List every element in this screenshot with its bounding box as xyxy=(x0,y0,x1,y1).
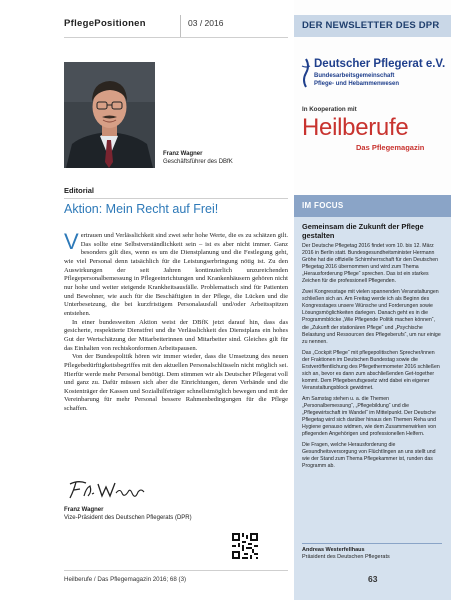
focus-paragraph: Das „Cockpit Pflege“ mit pflegepolitischen Sprecher/innen der Fraktionen im Deutschen Bundestag sowie die Erstveröffentlichung des Pflegethermometer 2016 schließen sich an, bevor es dann zum abschließenden Get-together kommt. Dem Pflegeberufsgesetz wird dabei ein eigener Veranstaltungsblock gewidmet. xyxy=(302,349,440,391)
dpr-name: Deutscher Pflegerat e.V. xyxy=(314,58,446,70)
focus-title: Gemeinsam die Zukunft der Pflege gestalten xyxy=(302,222,424,240)
focus-paragraph: Der Deutsche Pflegetag 2016 findet vom 10. bis 12. März 2016 in Berlin statt. Bundesgesundheitsminister Hermann Gröhe hat die offizielle Schirmherrschaft für den Deutschen Pflegetag 2016 übernommen und wird zum Thema „Herausforderung Pflege“ sprechen. Das ist ein starkes Zeichen für die professionell Pflegenden. xyxy=(302,243,439,285)
photo-caption xyxy=(163,150,233,166)
dpr-logo xyxy=(300,58,450,98)
focus-paragraph: Zwei Kongresstage mit vielen spannenden Veranstaltungen schließen sich an. Am Freitag werde ich als Beginn des Kongresstages unsere Wünsche und Forderungen sowie Lösungsmöglichkeiten darlegen. Danach geht es in die Programmblöcke „Wie Pflegende Politik machen können“, die „Zukunft der stationären Pflege“ und „Psychische Belastung und Ressourcen des Pflegeberufs“, um nur einige zu nennen. xyxy=(302,289,441,345)
heilberufe-logo: Heilberufe xyxy=(302,114,409,141)
page-number: 63 xyxy=(368,574,378,584)
article-paragraph xyxy=(64,229,288,319)
issue-number: 03 / 2016 xyxy=(188,18,224,28)
dpr-emblem-icon xyxy=(300,58,312,88)
focus-banner xyxy=(294,195,451,217)
paragraph-text: ertrauen und Verlässlichkeit sind zwei sehr hohe Werte, die es zu schätzen gilt. Das sollte eine Selbstverständlichkeit sein – ist es aber nicht immer. Ganz besonders gilt dies, wenn es um die Dienstplanung und die Festlegung geht, wie viel Personal denn tatsächlich für die Leistungserbringung nötig ist. Zu den Auswirkungen der seit Jahren kontinuierlich unzureichenden Pflegepersonalbemessung in Pflegeeinrichtungen und Krankenhäusern gehören nicht nur hohe und weiter steigende Krankheitsausfälle. Problematisch sind für Patienten und Bewohner, wie auch für die Beschäftigten in der Pflege, die Lücken und die Unterbesetzung, die bei kurzfristigem Personalausfall und/oder Arbeitsspitzen entstehen. xyxy=(64,232,288,317)
focus-article xyxy=(302,222,442,474)
article-body xyxy=(64,229,288,414)
caption-name: Franz Wagner xyxy=(163,151,203,157)
article-paragraph: In einer bundesweiten Aktion weist der DBfK jetzt darauf hin, dass das gesicherte, respektierte Dienstfrei und die Verlässlichkeit des Dienstplans ein hohes Gut der Wertschätzung der Mitarbeiterinnen und Mitarbeiter sind. Gleiches gilt für das Einhalten von rechtskonformen Arbeitspausen. xyxy=(64,318,288,352)
newsletter-title: DER NEWSLETTER DES DPR xyxy=(302,20,440,31)
page-header xyxy=(64,15,288,38)
footer-divider xyxy=(64,570,288,571)
newsletter-banner xyxy=(294,15,451,37)
author-photo xyxy=(64,62,155,168)
drop-cap: V xyxy=(64,229,79,254)
cooperation-label: In Kooperation mit xyxy=(302,106,357,113)
focus-paragraph: Die Fragen, welche Herausforderung die Gesundheitsversorgung von Flüchtlingen an uns stellt und wie der Stand zum Thema Pflegekammer ist, runden das Programm ab. xyxy=(302,442,436,470)
focus-label: IM FOCUS xyxy=(302,201,344,210)
signer-name: Franz Wagner xyxy=(64,507,104,513)
footer-citation: Heilberufe / Das Pflegemagazin 2016; 68 (3) xyxy=(64,576,187,583)
signer-block xyxy=(64,506,192,522)
sidebar-divider xyxy=(302,543,442,544)
article-paragraph: Von der Bundespolitik hören wir immer wieder, dass die Umsetzung des neuen Pflegebedürftigkeitsbegriffes mit den aktuellen Personalschlüsseln nicht möglich sei. Hierfür werde mehr Personal benötigt. Dem stimmen wir als Deutscher Pflegerat voll und ganz zu. Dafür müssen sich aber die Einrichtungen, deren Verbände und die Kostenträger der Kassen und Sozialhilfeträger schnellstmöglich bewegen und mit der Vereinbarung für mehr Personal bessere Rahmenbedingungen für die Pflege schaffen. xyxy=(64,353,288,413)
focus-author-name: Andreas Westerfellhaus xyxy=(302,547,365,553)
qr-code[interactable] xyxy=(232,533,258,559)
dpr-subtitle-1: Bundesarbeitsgemeinschaft xyxy=(314,73,395,79)
article-category: Editorial xyxy=(64,186,288,199)
header-divider xyxy=(180,15,181,37)
focus-author-role: Präsident des Deutschen Pflegerats xyxy=(302,554,390,560)
handwritten-signature xyxy=(66,478,148,507)
article-title: Aktion: Mein Recht auf Frei! xyxy=(64,202,219,216)
heilberufe-subtitle: Das Pflegemagazin xyxy=(356,143,425,152)
focus-paragraph: Am Samstag stehen u. a. die Themen „Personalbemessung“, „Pflegebildung“ und die „Pflegewirtschaft im Wandel“ im Mittelpunkt. Der Deutsche Pflegetag wird sich darüber hinaus den Themen Reha und Hygiene genauso widmen, wie dem Zusammenwirken von pflegenden Angehörigen und professionellen Helfern. xyxy=(302,395,437,438)
caption-role: Geschäftsführer des DBfK xyxy=(163,159,233,165)
dpr-subtitle-2: Pflege- und Hebammenwesen xyxy=(314,81,400,87)
focus-author xyxy=(302,547,390,561)
signer-role: Vize-Präsident des Deutschen Pflegerats (DPR) xyxy=(64,515,192,521)
publication-title: PflegePositionen xyxy=(64,18,146,29)
sidebar xyxy=(294,0,451,600)
